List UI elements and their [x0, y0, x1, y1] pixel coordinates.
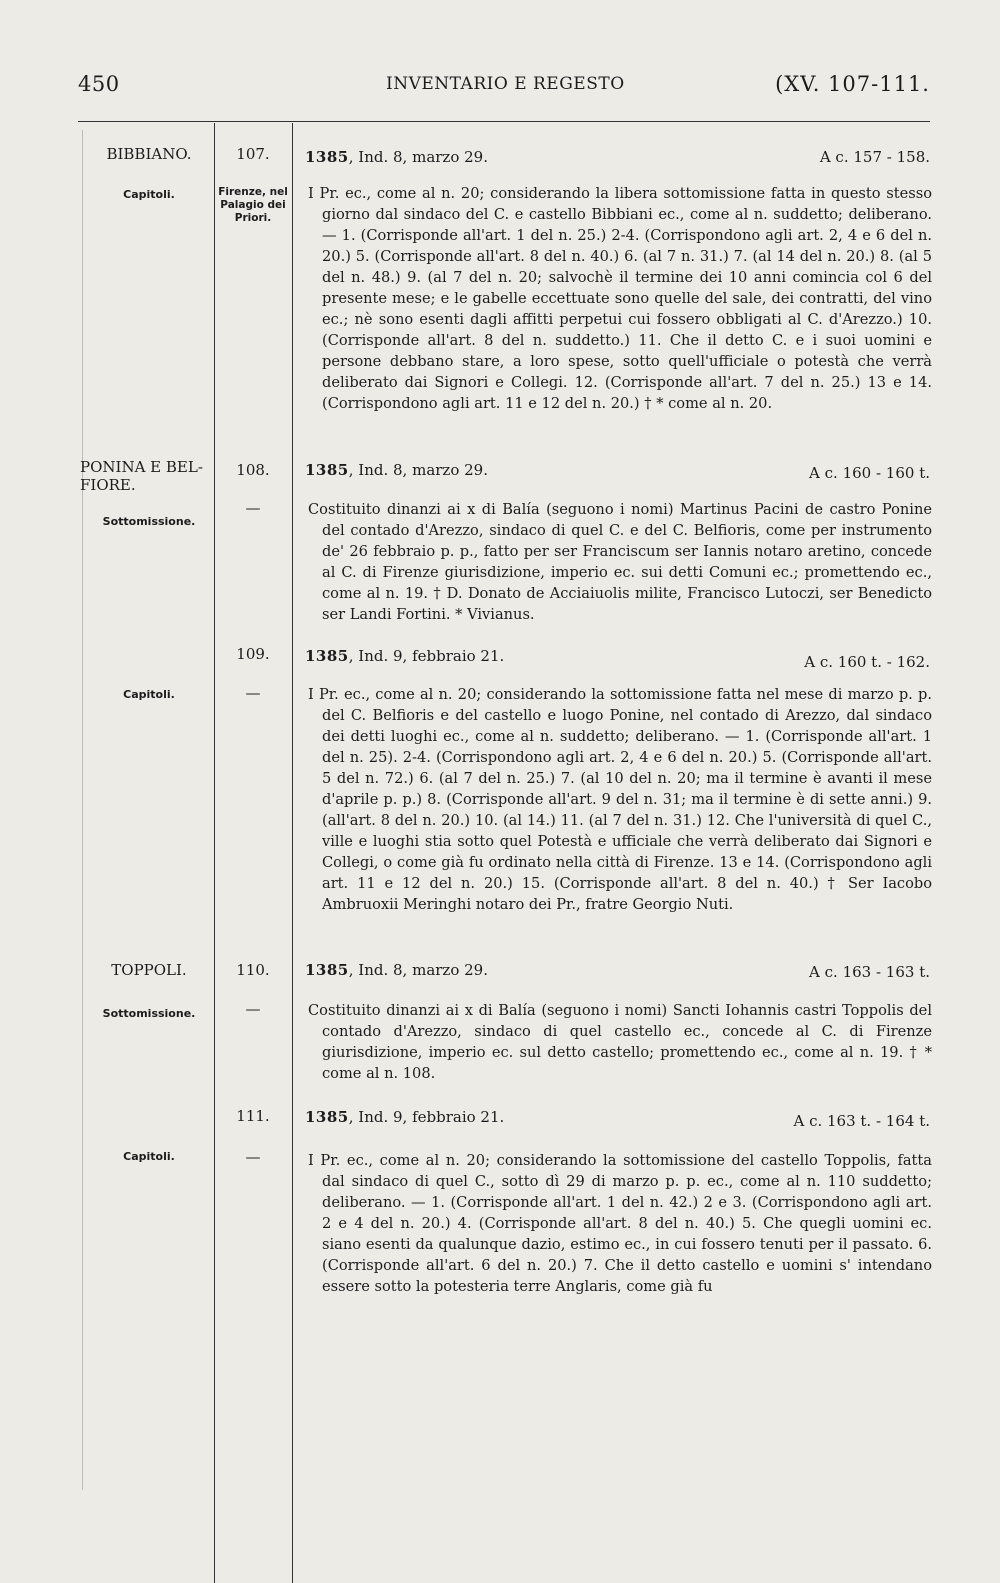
entry-year: 1385: [305, 1108, 349, 1126]
entry-date: , Ind. 9, febbraio 21.: [348, 647, 505, 665]
entry-dash: —: [245, 1148, 261, 1166]
entry-text: Costituito dinanzi ai x di Balía (seguono i nomi) Sancti Iohannis castri Toppolis del contado d'Arezzo, sindaco di quel castello ec., concede al C. di Firenze giurisdizione, imperio ec. sul detto castello; promettendo ec., come al n. 19. † * come al n. 108.: [308, 1002, 932, 1082]
entry-number: 109.: [236, 645, 270, 663]
entry-year: 1385: [305, 961, 349, 979]
entry-date: , Ind. 8, marzo 29.: [348, 461, 488, 479]
entry-subtitle: Capitoli.: [123, 1150, 175, 1163]
entry-year: 1385: [305, 148, 349, 166]
column-rule-1: [214, 123, 215, 1583]
entry-reference: A c. 163 - 163 t.: [809, 963, 930, 981]
entry-year: 1385: [305, 647, 349, 665]
running-title: INVENTARIO E REGESTO: [386, 74, 625, 94]
entry-date: , Ind. 9, febbraio 21.: [348, 1108, 505, 1126]
entry-date: , Ind. 8, marzo 29.: [348, 148, 488, 166]
entry-text: I Pr. ec., come al n. 20; considerando la sottomissione del castello Toppolis, fatta dal sindaco di quel C., sotto dì 29 di marzo p. p. ec., come al n. 110 suddetto; deliberano. — 1. (Corrisponde all'art. 1 del n. 42.) 2 e 3. (Corrispondono agli art. 2 e 4 del n. 20.) 4. (Corrisponde all'art. 8 del n. 40.) 5. Che quegli uomini ec. siano esenti da qualunque dazio, estimo ec., in cui fossero tenuti per il passato. 6. (Corrisponde all'art. 6 del n. 20.) 7. Che il detto castello e uomini s' intendano essere sotto la potesteria terre Anglaris, come già fu: [308, 1152, 932, 1295]
page-number: 450: [78, 72, 120, 96]
entry-subtitle: Sottomissione.: [102, 515, 196, 528]
entry-reference: A c. 163 t. - 164 t.: [793, 1112, 930, 1130]
entry-subtitle: Capitoli.: [123, 188, 175, 201]
entry-reference: A c. 160 - 160 t.: [809, 464, 930, 482]
entry-place: PONINA E BEL-FIORE.: [80, 458, 203, 494]
entry-subtitle: Sottomissione.: [102, 1007, 196, 1020]
entry-origin: Firenze, nel Palagio dei Priori.: [218, 186, 288, 224]
entry-dash: —: [245, 499, 261, 517]
entry-reference: A c. 157 - 158.: [819, 148, 930, 166]
column-rule-2: [292, 123, 293, 1583]
header-rule: [78, 121, 930, 122]
entry-number: 110.: [236, 961, 270, 979]
entry-dash: —: [245, 1000, 261, 1018]
entry-year: 1385: [305, 461, 349, 479]
entry-subtitle: Capitoli.: [123, 688, 175, 701]
entry-range: (XV. 107-111.: [775, 72, 930, 96]
entry-text: I Pr. ec., come al n. 20; considerando la libera sottomissione fatta in questo stesso giorno dal sindaco del C. e castello Bibbiani ec., come al n. suddetto; deliberano. — 1. (Corrisponde all'art. 1 del n. 25.) 2-4. (Corrispondono agli art. 2, 4 e 6 del n. 20.) 5. (Corrisponde all'art. 8 del n. 40.) 6. (al 7 n. 31.) 7. (al 14 del n. 20.) 8. (al 5 del n. 48.) 9. (al 7 del n. 20; salvochè il termine dei 10 anni comincia col 6 del presente mese; e le gabelle eccettuate sono quelle del sale, dei contratti, del vino ec.; nè sono esenti dagli affitti perpetui cui fossero obbligati al C. d'Arezzo.) 10. (Corrisponde all'art. 8 del n. suddetto.) 11. Che il detto C. e i suoi uomini e persone debbano stare, a loro spese, sotto quell'ufficiale o potestà che verrà deliberato dai Signori e Collegi. 12. (Corrisponde all'art. 7 del n. 25.) 13 e 14. (Corrispondono agli art. 11 e 12 del n. 20.) † * come al n. 20.: [308, 185, 932, 412]
entry-reference: A c. 160 t. - 162.: [804, 653, 930, 671]
entry-text: I Pr. ec., come al n. 20; considerando la sottomissione fatta nel mese di marzo p. p. del C. Belfioris e del castello e luogo Ponine, nel contado di Arezzo, dal sindaco dei detti luoghi ec., come al n. suddetto; deliberano. — 1. (Corrisponde all'art. 1 del n. 25). 2-4. (Corrispondono agli art. 2, 4 e 6 del n. 20.) 5. (Corrisponde all'art. 5 del n. 72.) 6. (al 7 del n. 25.) 7. (al 10 del n. 20; ma il termine è avanti il mese d'aprile p. p.) 8. (Corrisponde all'art. 9 del n. 31; ma il termine è di sette anni.) 9. (all'art. 8 del n. 20.) 10. (al 14.) 11. (al 7 del n. 31.) 12. Che l'università di quel C., ville e luoghi stia sotto quel Potestà e ufficiale che verrà deliberato dai Signori e Collegi, o come già fu ordinato nella città di Firenze. 13 e 14. (Corrispondono agli art. 11 e 12 del n. 20.) 15. (Corrisponde all'art. 8 del n. 40.) † Ser Iacobo Ambruoxii Meringhi notaro dei Pr., fratre Georgio Nuti.: [308, 686, 932, 913]
entry-text: Costituito dinanzi ai x di Balía (seguono i nomi) Martinus Pacini de castro Ponine del contado d'Arezzo, sindaco di quel C. e del C. Belfioris, come per instrumento de' 26 febbraio p. p., fatto per ser Franciscum ser Iannis notaro aretino, concede al C. di Firenze giurisdizione, imperio ec. sui detti Comuni ec.; promettendo ec., come al n. 19. † D. Donato de Acciaiuolis milite, Francisco Lutoczi, ser Benedicto ser Landi Fortini. * Vivianus.: [308, 501, 932, 623]
entry-place: BIBBIANO.: [106, 145, 192, 163]
entry-dash: —: [245, 684, 261, 702]
column-rule-left: [82, 130, 83, 1490]
entry-date: , Ind. 8, marzo 29.: [348, 961, 488, 979]
entry-number: 108.: [236, 461, 270, 479]
entry-number: 107.: [236, 145, 270, 163]
entry-place: TOPPOLI.: [111, 961, 187, 979]
entry-number: 111.: [236, 1107, 270, 1125]
